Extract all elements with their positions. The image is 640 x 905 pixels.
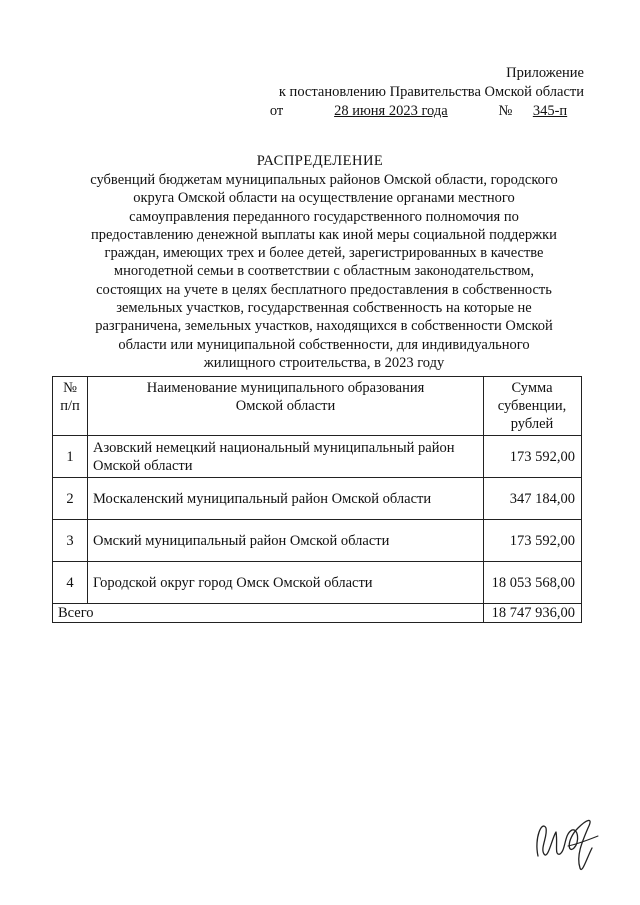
annex-title: Приложение [506, 65, 584, 81]
table-row [53, 436, 582, 478]
signature-icon [528, 798, 608, 878]
description-line: субвенций бюджетам муниципальных районов Омской области, городского [90, 172, 558, 188]
row-municipality: Москаленский муниципальный район Омской области [88, 478, 484, 520]
row-sum: 347 184,00 [484, 478, 582, 520]
header-municipality: Наименование муниципального образования Омской области [88, 377, 484, 436]
total-label: Всего [53, 604, 484, 623]
distribution-table [52, 376, 582, 623]
total-sum: 18 747 936,00 [484, 604, 582, 623]
description-line: разграничена, земельных участков, находящихся в собственности Омской [95, 318, 553, 335]
description-line: предоставлению денежной выплаты как иной меры социальной поддержки [91, 226, 557, 243]
description-line: граждан, имеющих трех и более детей, зарегистрированных в качестве [104, 245, 544, 262]
annex-date: 28 июня 2023 года [334, 103, 448, 119]
table-total-row [53, 604, 582, 623]
row-municipality: Городской округ город Омск Омской области [88, 562, 484, 604]
row-number: 1 [53, 436, 88, 478]
row-number: 2 [53, 478, 88, 520]
table-header-row [53, 377, 582, 436]
annex-number: 345-п [532, 103, 568, 119]
description-line: земельных участков, государственная собственность на которые не [116, 300, 532, 317]
document-title: РАСПРЕДЕЛЕНИЕ [256, 153, 384, 169]
annex-block [270, 64, 584, 121]
header-sum: Сумма субвенции, рублей [484, 377, 582, 436]
description-line: самоуправления переданного государственного полномочия по [129, 208, 519, 225]
row-sum: 173 592,00 [484, 520, 582, 562]
row-sum: 18 053 568,00 [484, 562, 582, 604]
row-municipality: Омский муниципальный район Омской области [88, 520, 484, 562]
annex-date-number [270, 102, 584, 121]
annex-reference: к постановлению Правительства Омской области [278, 84, 584, 100]
table-row [53, 520, 582, 562]
description-line: состоящих на учете в целях бесплатного предоставления в собственность [96, 281, 552, 298]
annex-from-label: от [269, 103, 284, 119]
row-number: 3 [53, 520, 88, 562]
description-line: округа Омской области на осуществление органами местного [133, 190, 515, 207]
description-line: многодетной семьи в соответствии с областным законодательством, [113, 263, 535, 280]
description-line: области или муниципальной собственности, для индивидуального [118, 336, 530, 353]
document-description [64, 171, 584, 372]
row-sum: 173 592,00 [484, 436, 582, 478]
annex-number-label: № [498, 103, 513, 119]
description-line: жилищного строительства, в 2023 году [203, 354, 445, 371]
row-municipality: Азовский немецкий национальный муниципальный район Омской области [88, 436, 484, 478]
table-row [53, 562, 582, 604]
header-number: № п/п [53, 377, 88, 436]
row-number: 4 [53, 562, 88, 604]
table-row [53, 478, 582, 520]
